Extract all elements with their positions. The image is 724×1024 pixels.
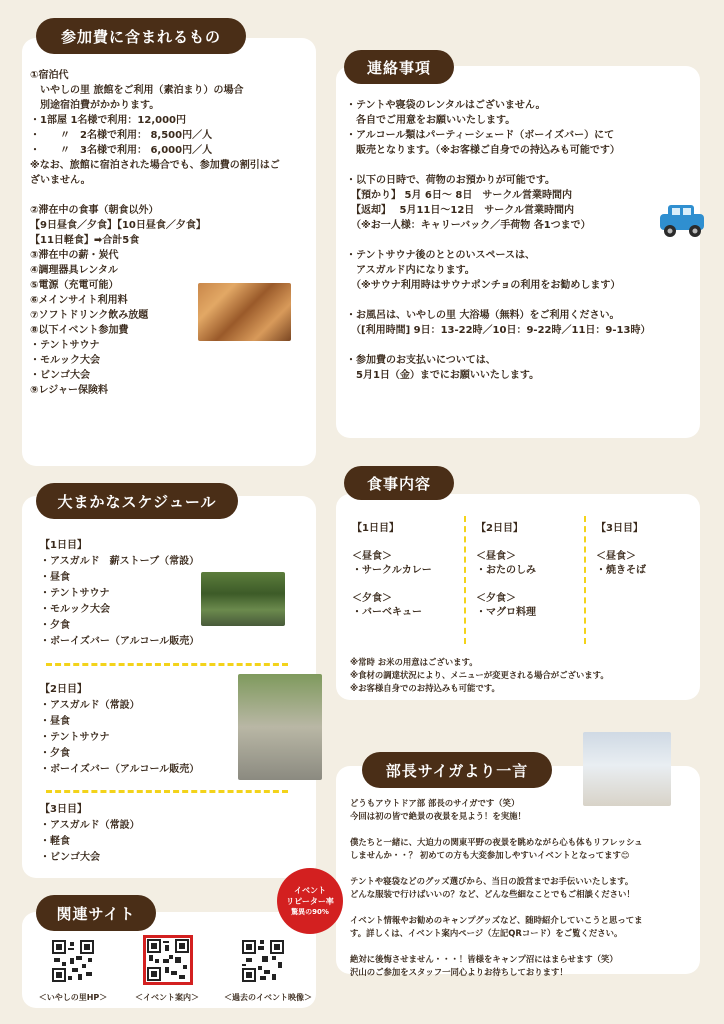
- qr-label-iyashi: ＜いやしの里HP＞: [38, 993, 108, 1002]
- text-line: 【返却】 5月11日～12日 サークル営業時間内: [346, 205, 574, 216]
- text-line: ・ビンゴ大会: [40, 852, 100, 863]
- text-line: ・1部屋 1名様で利用：12,000円: [30, 115, 186, 126]
- text-line: 【2日目】: [40, 684, 87, 695]
- text-line: [30, 188, 310, 203]
- text-line: ・以下の日時で、荷物のお預かりが可能です。: [346, 175, 555, 186]
- text-line: す。詳しくは、イベント案内ページ（左記QRコード）をご覧ください。: [350, 928, 623, 938]
- related-title: 関連サイト: [36, 895, 156, 931]
- text-line: ※お客様自身でのお持込みも可能です。: [350, 683, 500, 693]
- text-line: ①宿泊代: [30, 70, 69, 81]
- contact-list: [346, 98, 696, 383]
- text-line: ⑥メインサイト利用料: [30, 295, 128, 306]
- text-line: ※なお、旅館に宿泊された場合でも、参加費の割引はご: [30, 160, 280, 171]
- text-line: 【1日目】: [352, 523, 399, 534]
- text-line: [350, 862, 694, 875]
- text-line: どうもアウトドア部 部長のサイガです（笑）: [350, 798, 520, 808]
- text-line: 絶対に後悔させません・・・！皆様をキャンプ沼にはまらせます（笑）: [350, 954, 618, 964]
- text-line: [350, 940, 694, 953]
- meals-col1: [352, 522, 462, 620]
- text-line: ・テントサウナ後のととのいスペースは、: [346, 250, 535, 261]
- schedule-day3: [40, 802, 310, 866]
- text-line: ・アスガルド 薪ストーブ（常設）: [40, 556, 200, 567]
- text-line: ※常時 お米の用意はございます。: [350, 657, 478, 667]
- text-line: [346, 338, 696, 353]
- text-line: [346, 293, 696, 308]
- badge-line-1: イベント: [294, 885, 326, 895]
- qr-label-past-video: ＜過去のイベント映像＞: [224, 993, 312, 1002]
- text-line: ・テントや寝袋のレンタルはございません。: [346, 100, 546, 111]
- text-line: いやしの里 旅館をご利用（素泊まり）の場合: [30, 85, 244, 96]
- qr-code-event[interactable]: [147, 939, 189, 981]
- text-line: ・夕食: [40, 620, 70, 631]
- repeater-badge: [277, 868, 343, 934]
- text-line: 【3日目】: [596, 523, 643, 534]
- text-line: ・ 〃 3名様で利用： 6,000円／人: [30, 145, 213, 156]
- text-line: [352, 536, 462, 550]
- schedule-title: 大まかなスケジュール: [36, 483, 238, 519]
- text-line: [346, 158, 696, 173]
- text-line: ・テントサウナ: [30, 340, 100, 351]
- text-line: [346, 233, 696, 248]
- text-line: 【9日昼食／夕食】【10日昼食／夕食】: [30, 220, 206, 231]
- text-line: ・テントサウナ: [40, 588, 110, 599]
- meals-notes: [350, 656, 690, 695]
- text-line: ・アルコール類はパーティーシェード（ボーイズバー）にて: [346, 130, 615, 141]
- text-line: しませんか・・？ 初めての方も大変参加しやすいイベントとなってます😊: [350, 850, 630, 860]
- meals-divider-1: [464, 516, 466, 644]
- text-line: [350, 901, 694, 914]
- text-line: ＜夕食＞: [352, 593, 392, 604]
- text-line: （※お一人様：キャリーバック／手荷物 各1つまで）: [346, 220, 591, 231]
- text-line: 5月1日（金）までにお願いいたします。: [346, 370, 540, 381]
- text-line: ※食材の調達状況により、メニューが変更される場合がございます。: [350, 670, 609, 680]
- text-line: 各自でご用意をお願いいたします。: [346, 115, 516, 126]
- text-line: ⑦ソフトドリンク飲み放題: [30, 310, 149, 321]
- meals-title: 食事内容: [344, 466, 454, 500]
- captain-photo: [583, 732, 671, 806]
- text-line: ・サークルカレー: [352, 565, 432, 576]
- text-line: ⑤電源（充電可能）: [30, 280, 119, 291]
- text-line: ・昼食: [40, 572, 70, 583]
- text-line: 【11日軽食】➡合計5食: [30, 235, 140, 246]
- firewood-photo: [198, 283, 291, 341]
- text-line: 【1日目】: [40, 540, 87, 551]
- text-line: ②滞在中の食事（朝食以外）: [30, 205, 159, 216]
- text-line: ＜昼食＞: [476, 551, 516, 562]
- badge-line-3: 驚異の90%: [291, 907, 329, 916]
- text-line: ざいません。: [30, 175, 91, 186]
- sauna-photo: [201, 572, 285, 626]
- text-line: ・ボーイズバー（アルコール販売）: [40, 764, 200, 775]
- included-list: [30, 68, 310, 398]
- schedule-divider-1: [46, 663, 288, 666]
- text-line: 【預かり】 5月 6日～ 8日 サークル営業時間内: [346, 190, 573, 201]
- text-line: ④調理器具レンタル: [30, 265, 118, 276]
- text-line: [596, 536, 696, 550]
- text-line: [476, 578, 586, 592]
- text-line: ・お風呂は、いやしの里 大浴場（無料）をご利用ください。: [346, 310, 620, 321]
- text-line: どんな服装で行けばいいの？など、どんな些細なことでもご相談ください！: [350, 889, 635, 899]
- text-line: ・ 〃 2名様で利用： 8,500円／人: [30, 130, 213, 141]
- qr-label-event: ＜イベント案内＞: [135, 993, 199, 1002]
- text-line: （※サウナ利用時はサウナポンチョの利用をお勧めします）: [346, 280, 621, 291]
- text-line: ＜昼食＞: [352, 551, 392, 562]
- text-line: ・焼きそば: [596, 565, 646, 576]
- text-line: ⑨レジャー保険料: [30, 385, 109, 396]
- text-line: （[利用時間] 9日：13-22時／10日：9-22時／11日：9-13時）: [346, 325, 651, 336]
- dance-photo: [238, 674, 322, 780]
- text-line: ・モルック大会: [30, 355, 100, 366]
- text-line: ・参加費のお支払いについては、: [346, 355, 496, 366]
- text-line: [352, 578, 462, 592]
- text-line: ・マグロ料理: [476, 607, 536, 618]
- message-title: 部長サイガより一言: [362, 752, 552, 788]
- meals-col2: [476, 522, 586, 620]
- text-line: 【2日目】: [476, 523, 523, 534]
- text-line: ・ビンゴ大会: [30, 370, 90, 381]
- text-line: テントや寝袋などのグッズ選びから、当日の設営までお手伝いいたします。: [350, 876, 634, 886]
- text-line: 【3日目】: [40, 804, 87, 815]
- qr-code-past-video[interactable]: [242, 940, 284, 982]
- text-line: ・アスガルド（常設）: [40, 820, 140, 831]
- text-line: ③滞在中の薪・炭代: [30, 250, 119, 261]
- text-line: ＜昼食＞: [596, 551, 636, 562]
- text-line: 沢山のご参加をスタッフ一同心よりお待ちしております！: [350, 967, 568, 977]
- text-line: ・おたのしみ: [476, 565, 536, 576]
- text-line: ・軽食: [40, 836, 70, 847]
- text-line: アスガルド内になります。: [346, 265, 475, 276]
- text-line: 今回は初の皆で絶景の夜景を見よう！を実施！: [350, 811, 526, 821]
- text-line: ・モルック大会: [40, 604, 110, 615]
- text-line: ・ボーイズバー（アルコール販売）: [40, 636, 200, 647]
- badge-line-2: リピーター率: [286, 896, 334, 906]
- text-line: [350, 823, 694, 836]
- included-title: 参加費に含まれるもの: [36, 18, 246, 54]
- schedule-divider-2: [46, 790, 288, 793]
- text-line: [476, 536, 586, 550]
- qr-code-iyashi[interactable]: [52, 940, 94, 982]
- car-icon: [656, 200, 710, 240]
- meals-divider-2: [584, 516, 586, 644]
- text-line: ⑧以下イベント参加費: [30, 325, 129, 336]
- text-line: ・夕食: [40, 748, 70, 759]
- meals-col3: [596, 522, 696, 578]
- text-line: 別途宿泊費がかかります。: [30, 100, 160, 111]
- text-line: 僕たちと一緒に、大迫力の関東平野の夜景を眺めながら心も体もリフレッシュ: [350, 837, 643, 847]
- text-line: ・昼食: [40, 716, 70, 727]
- message-text: [350, 797, 694, 979]
- text-line: 販売となります。（※お客様ご自身での持込みも可能です）: [346, 145, 620, 156]
- contact-title: 連絡事項: [344, 50, 454, 84]
- text-line: イベント情報やお勧めのキャンプグッズなど、随時紹介していこうと思ってま: [350, 915, 643, 925]
- text-line: ＜夕食＞: [476, 593, 516, 604]
- text-line: ・バーベキュー: [352, 607, 422, 618]
- text-line: ・テントサウナ: [40, 732, 110, 743]
- text-line: ・アスガルド（常設）: [40, 700, 140, 711]
